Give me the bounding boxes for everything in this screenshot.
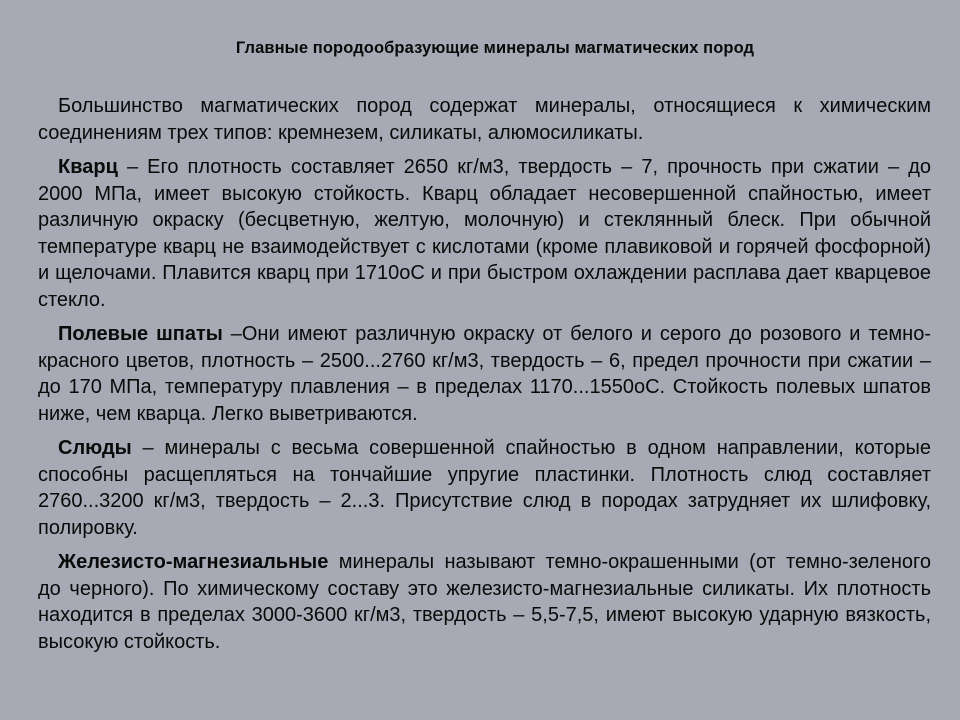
paragraph-text: – минералы с весьма совершенной спайностью в одном направлении, которые способны расщепляться на тончайшие упругие пластинки. Плотность слюд составляет 2760...3200 кг/м3, твердость – 2...3. Присутствие слюд в породах затрудняет их шлифовку, полировку. (38, 437, 931, 539)
paragraph-quartz (38, 154, 931, 313)
slide-title: Главные породообразующие минералы магматических пород (235, 39, 755, 57)
term-quartz: Кварц (58, 156, 118, 178)
paragraph-text: –Они имеют различную окраску от белого и серого до розового и темно-красного цветов, плотность – 2500...2760 кг/м3, твердость – 6, предел прочности при сжатии – до 170 МПа, температуру плавления – в пределах 1170...1550оС. Стойкость полевых шпатов ниже, чем кварца. Легко выветриваются. (38, 323, 932, 425)
term-micas: Слюды (58, 437, 132, 459)
slide-body (38, 93, 931, 663)
paragraph-micas (38, 435, 931, 541)
paragraph-text: Большинство магматических пород содержат минералы, относящиеся к химическим соединениям трех типов: кремнезем, силикаты, алюмосиликаты. (38, 95, 931, 144)
paragraph-text: минералы называют темно-окрашенными (от темно-зеленого до черного). По химическому составу это железисто-магнезиальные силикаты. Их плотность находится в пределах 3000-3600 кг/м3, твердость – 5,5-7,5, имеют высокую ударную вязкость, высокую стойкость. (38, 551, 931, 653)
term-feldspars: Полевые шпаты (58, 323, 223, 345)
term-ferromagnesian: Железисто-магнезиальные (58, 551, 329, 573)
paragraph-ferromagnesian (38, 549, 931, 655)
paragraph-text: – Его плотность составляет 2650 кг/м3, твердость – 7, прочность при сжатии – до 2000 МПа, имеет высокую стойкость. Кварц обладает несовершенной спайностью, имеет различную окраску (бесцветную, желтую, молочную) и стеклянный блеск. При обычной температуре кварц не взаимодействует с кислотами (кроме плавиковой и горячей фосфорной) и щелочами. Плавится кварц при 1710оС и при быстром охлаждении расплава дает кварцевое стекло. (38, 156, 931, 311)
paragraph-intro (38, 93, 931, 146)
paragraph-feldspars (38, 321, 931, 427)
